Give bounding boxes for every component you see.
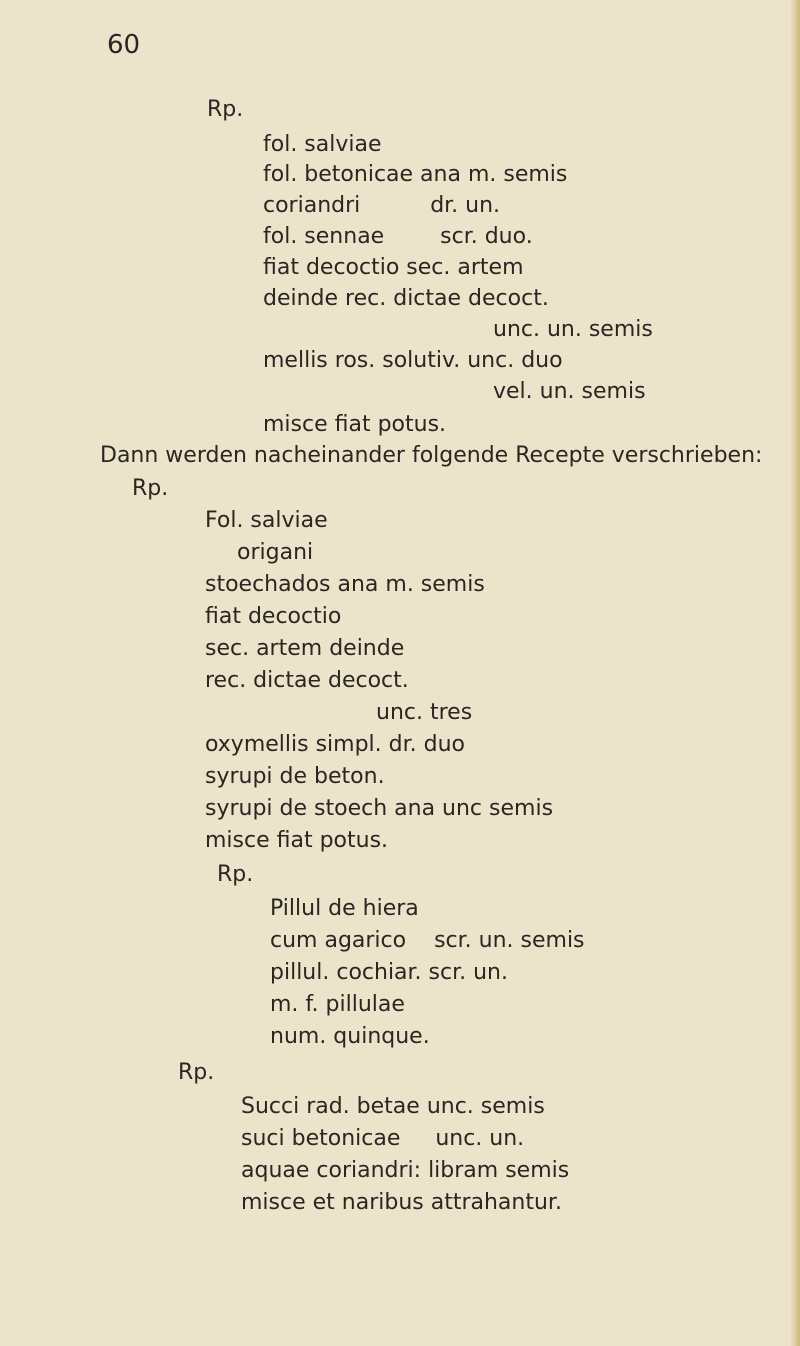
recipe-2-line: misce fiat potus. — [205, 828, 389, 853]
recipe-1-line: deinde rec. dictae decoct. — [263, 286, 549, 311]
recipe-2-line: fiat decoctio — [205, 604, 342, 629]
recipe-4-line: Succi rad. betae unc. semis — [241, 1094, 545, 1119]
recipe-1-rp: Rp. — [207, 97, 244, 122]
recipe-2-line: unc. tres — [376, 700, 473, 725]
recipe-3-line: num. quinque. — [270, 1024, 430, 1049]
recipe-1-line: mellis ros. solutiv. unc. duo — [263, 348, 563, 373]
recipe-1-line: misce fiat potus. — [263, 412, 447, 437]
recipe-1-line: fol. sennae scr. duo. — [263, 224, 533, 249]
recipe-3-line: cum agarico scr. un. semis — [270, 928, 585, 953]
recipe-2-line: Fol. salviae — [205, 508, 328, 533]
page-number: 60 — [107, 30, 141, 60]
recipe-2-line: stoechados ana m. semis — [205, 572, 485, 597]
recipe-2-line: origani — [237, 540, 314, 565]
recipe-2-line: syrupi de beton. — [205, 764, 385, 789]
recipe-1-line: vel. un. semis — [493, 379, 646, 404]
recipe-3-line: m. f. pillulae — [270, 992, 405, 1017]
recipe-1-line: unc. un. semis — [493, 317, 653, 342]
recipe-3-line: Pillul de hiera — [270, 896, 419, 921]
recipe-4-line: aquae coriandri: libram semis — [241, 1158, 570, 1183]
recipe-2-line: syrupi de stoech ana unc semis — [205, 796, 554, 821]
recipe-4-rp: Rp. — [178, 1060, 215, 1085]
recipe-2-line: oxymellis simpl. dr. duo — [205, 732, 465, 757]
recipe-2-line: rec. dictae decoct. — [205, 668, 409, 693]
recipe-4-line: misce et naribus attrahantur. — [241, 1190, 562, 1215]
recipe-3-rp: Rp. — [217, 862, 254, 887]
page-edge — [790, 0, 800, 1346]
recipe-1-line: coriandri dr. un. — [263, 193, 501, 218]
recipe-2-line: sec. artem deinde — [205, 636, 405, 661]
recipe-2-rp: Rp. — [132, 476, 169, 501]
recipe-1-line: fol. salviae — [263, 132, 382, 157]
transition-sentence: Dann werden nacheinander folgende Recepte verschrieben: — [100, 443, 763, 468]
recipe-1-line: fiat decoctio sec. artem — [263, 255, 524, 280]
recipe-4-line: suci betonicae unc. un. — [241, 1126, 525, 1151]
recipe-3-line: pillul. cochiar. scr. un. — [270, 960, 508, 985]
recipe-1-line: fol. betonicae ana m. semis — [263, 162, 568, 187]
